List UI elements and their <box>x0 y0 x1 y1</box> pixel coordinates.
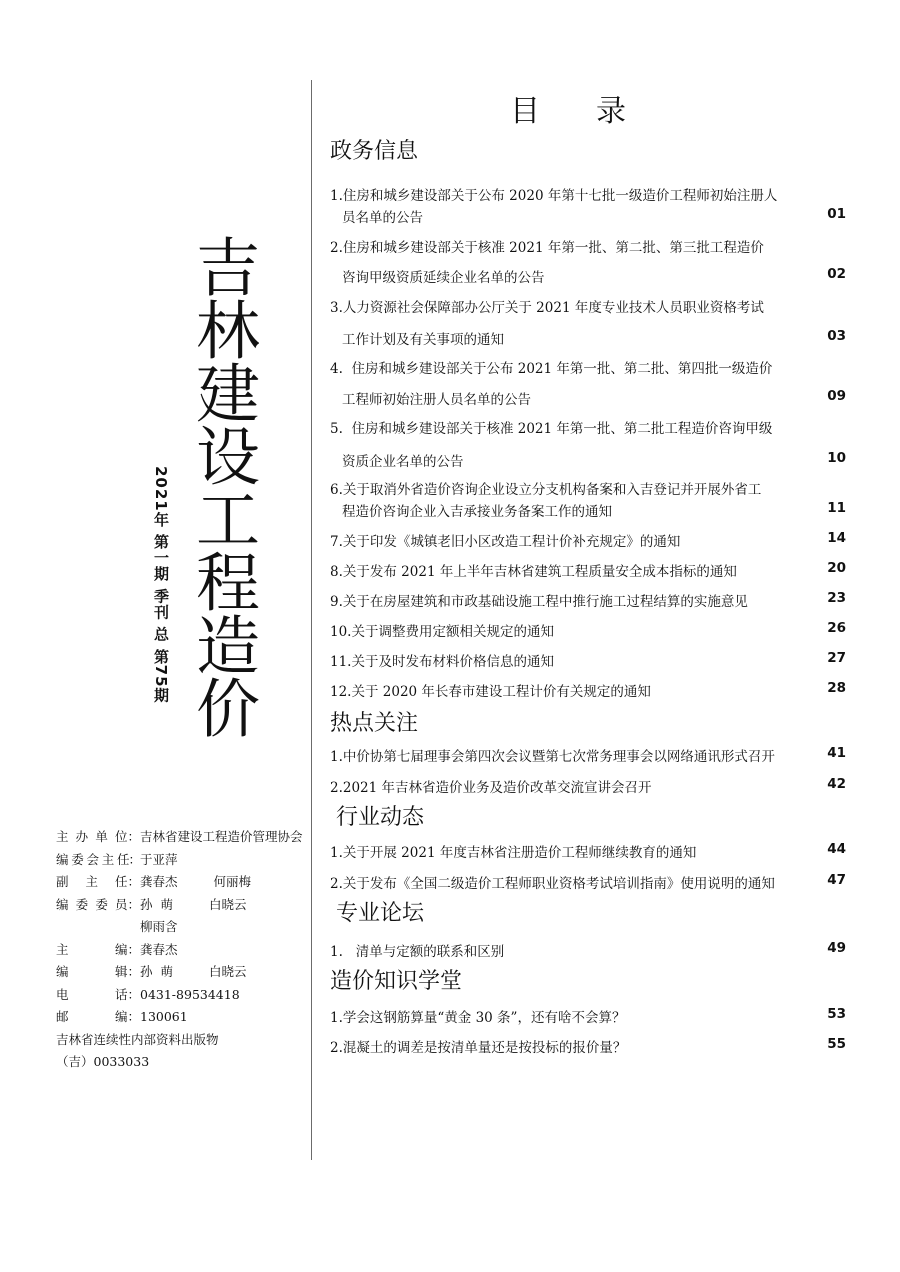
toc-page-number: 01 <box>827 206 846 222</box>
toc-page-number: 11 <box>827 500 846 516</box>
toc-entry-text: 2.混凝土的调差是按清单量还是按投标的报价量？ <box>330 1040 627 1056</box>
toc-entry-text: 8.关于发布 2021 年上半年吉林省建筑工程质量安全成本指标的通知 <box>330 564 737 580</box>
toc-entry-text: 2.住房和城乡建设部关于核准 2021 年第一批、第二批、第三批工程造价 <box>330 240 764 256</box>
toc-entry-text: 工作计划及有关事项的通知 <box>342 332 504 348</box>
toc-page-number: 44 <box>827 841 846 857</box>
toc-entry-text: 员名单的公告 <box>342 210 423 226</box>
masthead-phone <box>56 984 306 1007</box>
sponsor-label: 主 办 单 位： <box>56 829 140 844</box>
toc-entry-text: 咨询甲级资质延续企业名单的公告 <box>342 270 545 286</box>
members-value-2: 柳雨含 <box>140 919 178 934</box>
phone-label: 电 话： <box>56 986 140 1002</box>
members-label: 编 委 委 员： <box>56 896 140 912</box>
toc-page-number: 10 <box>827 450 846 466</box>
issue-info: 2021年 第一期 季刊 总 第75期 <box>152 466 170 704</box>
sponsor-value: 吉林省建设工程造价管理协会 <box>140 829 303 844</box>
toc-entry-text: 6.关于取消外省造价咨询企业设立分支机构备案和入吉登记并开展外省工 <box>330 482 762 498</box>
director-value: 于亚萍 <box>140 851 178 867</box>
toc-entry-text: 12.关于 2020 年长春市建设工程计价有关规定的通知 <box>330 684 651 700</box>
toc-entry-text: 工程师初始注册人员名单的公告 <box>342 392 531 408</box>
chief-value: 龚春杰 <box>140 941 178 957</box>
toc-entry-text: 资质企业名单的公告 <box>342 454 464 470</box>
toc-title-right: 录 <box>596 94 626 129</box>
toc-title-left: 目 <box>510 94 540 129</box>
registration-number: （吉）0033033 <box>56 1054 150 1069</box>
masthead-post <box>56 1006 306 1029</box>
toc-entry-text: 9.关于在房屋建筑和市政基础设施工程中推行施工过程结算的实施意见 <box>330 594 748 610</box>
toc-page-number: 42 <box>827 776 846 792</box>
publication-note: 吉林省连续性内部资料出版物 <box>56 1031 219 1047</box>
director-label: 编 委 会 主 任： <box>56 851 140 867</box>
column-divider <box>311 80 312 1160</box>
masthead-deputy <box>56 871 306 894</box>
toc-entry-text: 2.2021 年吉林省造价业务及造价改革交流宣讲会召开 <box>330 780 652 796</box>
toc-page-number: 03 <box>827 328 846 344</box>
toc-page-number: 23 <box>827 590 846 606</box>
section-heading: 行业动态 <box>336 805 425 830</box>
post-value: 130061 <box>140 1009 188 1024</box>
toc-page-number: 49 <box>827 940 846 956</box>
toc-entry-text: 1.中价协第七届理事会第四次会议暨第七次常务理事会以网络通讯形式召开 <box>330 749 775 765</box>
editor-label: 编 辑： <box>56 964 140 979</box>
toc-entry-text: 4. 住房和城乡建设部关于公布 2021 年第一批、第二批、第四批一级造价 <box>330 361 773 377</box>
masthead-members <box>56 894 306 917</box>
section-heading: 造价知识学堂 <box>330 969 463 994</box>
toc-entry-text: 11.关于及时发布材料价格信息的通知 <box>330 654 554 670</box>
section-heading: 政务信息 <box>330 139 419 164</box>
toc-entry-text: 10.关于调整费用定额相关规定的通知 <box>330 624 554 640</box>
toc-page-number: 28 <box>827 680 846 696</box>
toc-entry-text: 2.关于发布《全国二级造价工程师职业资格考试培训指南》使用说明的通知 <box>330 876 775 892</box>
journal-title: 吉林建设工程造价 <box>185 234 259 738</box>
toc-page-number: 26 <box>827 620 846 636</box>
toc-page-number: 27 <box>827 650 846 666</box>
members-value: 孙 萌 白晓云 <box>140 896 247 912</box>
post-label: 邮 编： <box>56 1009 140 1024</box>
masthead-members-cont <box>56 916 306 939</box>
toc-entry-text: 程造价咨询企业入吉承接业务备案工作的通知 <box>342 504 612 520</box>
masthead-director <box>56 849 306 872</box>
toc-entry-text: 7.关于印发《城镇老旧小区改造工程计价补充规定》的通知 <box>330 534 681 550</box>
phone-value: 0431-89534418 <box>140 986 240 1002</box>
toc-page-number: 53 <box>827 1006 846 1022</box>
masthead <box>56 826 306 1074</box>
toc-page-number: 02 <box>827 266 846 282</box>
toc-entry-text: 1. 清单与定额的联系和区别 <box>330 944 505 960</box>
masthead-chief <box>56 939 306 962</box>
toc-page-number: 14 <box>827 530 846 546</box>
section-heading: 专业论坛 <box>336 901 425 926</box>
editor-value: 孙 萌 白晓云 <box>140 964 247 979</box>
chief-label: 主 编： <box>56 941 140 957</box>
toc-entry-text: 1.学会这钢筋算量“黄金 30 条”，还有啥不会算？ <box>330 1010 626 1026</box>
deputy-label: 副 主 任： <box>56 874 140 889</box>
toc-page-number: 55 <box>827 1036 846 1052</box>
section-heading: 热点关注 <box>330 711 419 736</box>
toc-entry-text: 1.关于开展 2021 年度吉林省注册造价工程师继续教育的通知 <box>330 845 697 861</box>
toc-page-number: 47 <box>827 872 846 888</box>
toc-entry-text: 3.人力资源社会保障部办公厅关于 2021 年度专业技术人员职业资格考试 <box>330 300 764 316</box>
deputy-value: 龚春杰 何丽梅 <box>140 874 252 889</box>
toc-page-number: 20 <box>827 560 846 576</box>
toc-entry-text: 5. 住房和城乡建设部关于核准 2021 年第一批、第二批工程造价咨询甲级 <box>330 421 773 437</box>
toc-page-number: 09 <box>827 388 846 404</box>
toc-entry-text: 1.住房和城乡建设部关于公布 2020 年第十七批一级造价工程师初始注册人 <box>330 188 778 204</box>
toc-title <box>510 86 626 130</box>
toc-page-number: 41 <box>827 745 846 761</box>
masthead-sponsor <box>56 826 306 849</box>
masthead-editor <box>56 961 306 984</box>
